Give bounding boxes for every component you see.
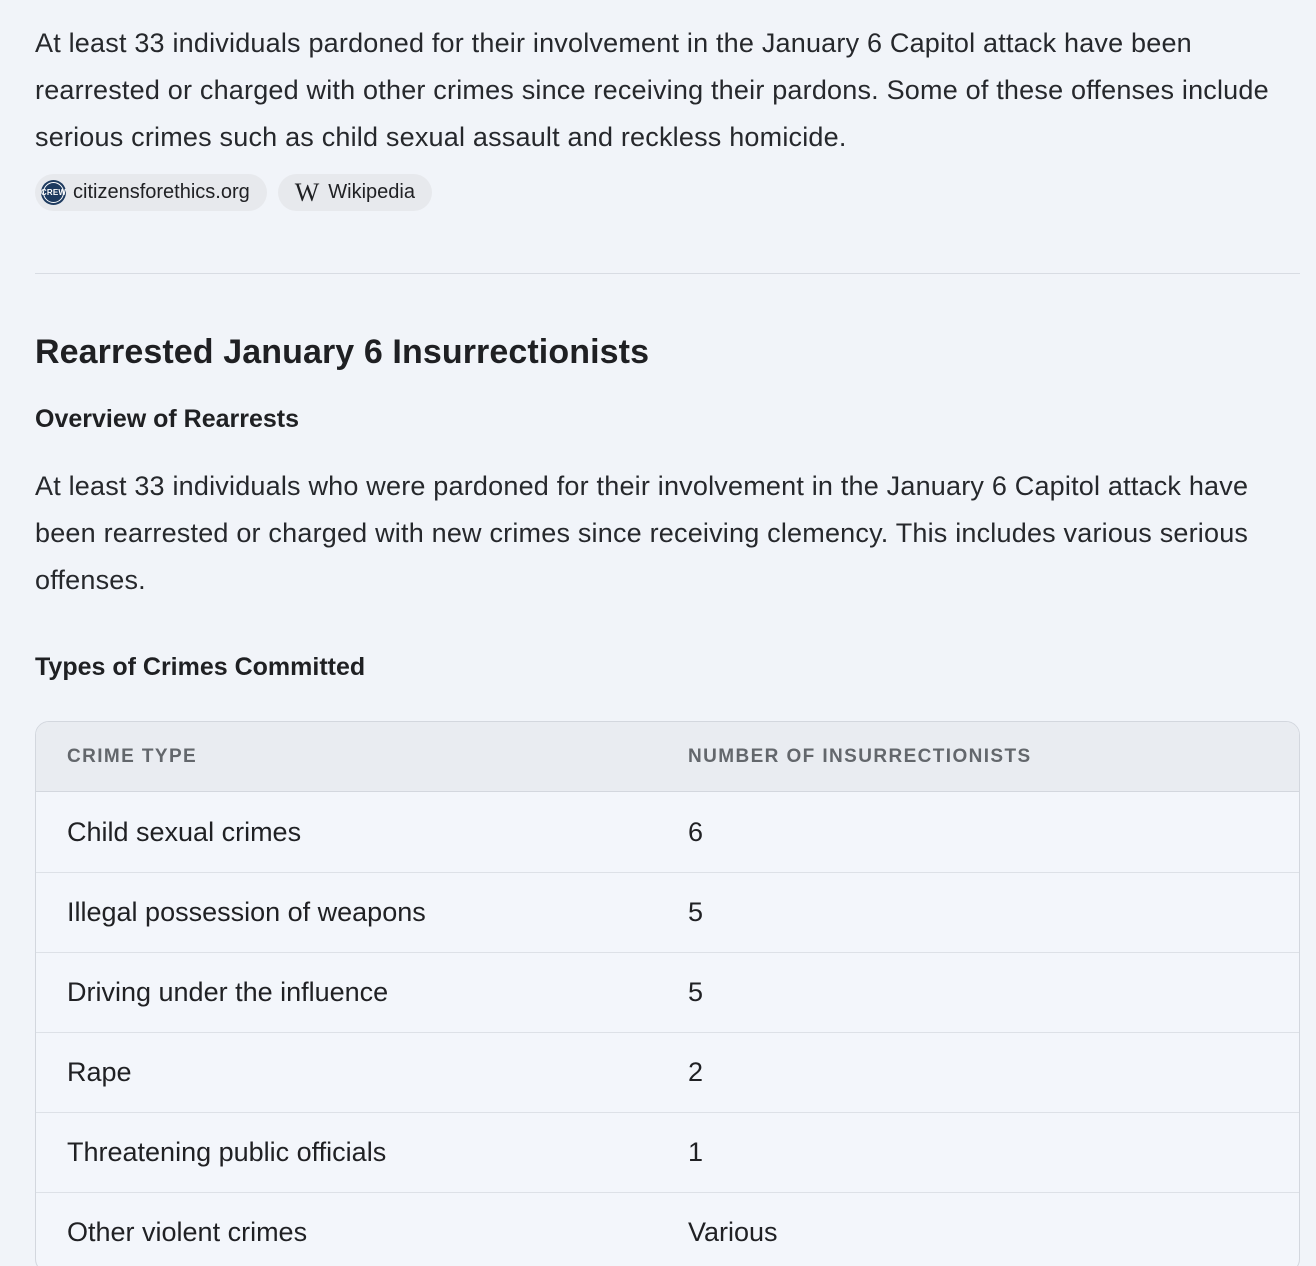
crime-type-cell: Illegal possession of weapons (67, 897, 426, 927)
count-cell: 1 (688, 1137, 704, 1167)
table-row (36, 872, 1299, 952)
crimes-table (35, 721, 1300, 1266)
table-row (36, 1192, 1299, 1266)
table-row (36, 1032, 1299, 1112)
crime-type-cell: Other violent crimes (67, 1217, 308, 1247)
source-chip-label: Wikipedia (328, 181, 415, 203)
source-chips (35, 174, 1300, 211)
section-divider (35, 273, 1300, 274)
table-row (36, 1112, 1299, 1192)
ai-answer-panel (0, 20, 1316, 1266)
crime-type-cell: Threatening public officials (67, 1137, 387, 1167)
source-chip-citizensforethics[interactable] (35, 174, 267, 211)
column-header-crime-type: CRIME TYPE (67, 745, 198, 767)
crime-type-cell: Child sexual crimes (67, 816, 302, 847)
crime-type-cell: Rape (67, 1057, 132, 1087)
table-row (36, 952, 1299, 1032)
count-cell: 5 (688, 977, 704, 1007)
count-cell: 2 (688, 1057, 704, 1087)
section-heading-crime-types: Types of Crimes Committed (35, 653, 366, 681)
page-title: Rearrested January 6 Insurrectionists (35, 333, 650, 371)
source-chip-label: citizensforethics.org (73, 181, 250, 203)
count-cell: 5 (688, 897, 704, 927)
crime-type-cell: Driving under the influence (67, 977, 389, 1007)
crew-logo-icon (40, 182, 67, 203)
crew-logo-text: CREW (40, 188, 67, 197)
table-row (36, 792, 1299, 872)
count-cell: Various (688, 1217, 778, 1247)
table-header-row (36, 722, 1299, 792)
wikipedia-w-icon: W (294, 177, 320, 207)
overview-body-text: At least 33 individuals who were pardoned for their involvement in the January 6 Capitol attack have been rearrested or charged with new crimes since receiving clemency. This includes various serious offenses. (35, 471, 1249, 595)
source-chip-wikipedia[interactable] (278, 174, 432, 211)
column-header-number: NUMBER OF INSURRECTIONISTS (688, 745, 1032, 767)
section-heading-overview: Overview of Rearrests (35, 405, 300, 433)
count-cell: 6 (688, 816, 704, 847)
summary-text: At least 33 individuals pardoned for their involvement in the January 6 Capitol attack have been rearrested or charged with other crimes since receiving their pardons. Some of these offenses include serious crimes such as child sexual assault and reckless homicide. (35, 28, 1269, 152)
